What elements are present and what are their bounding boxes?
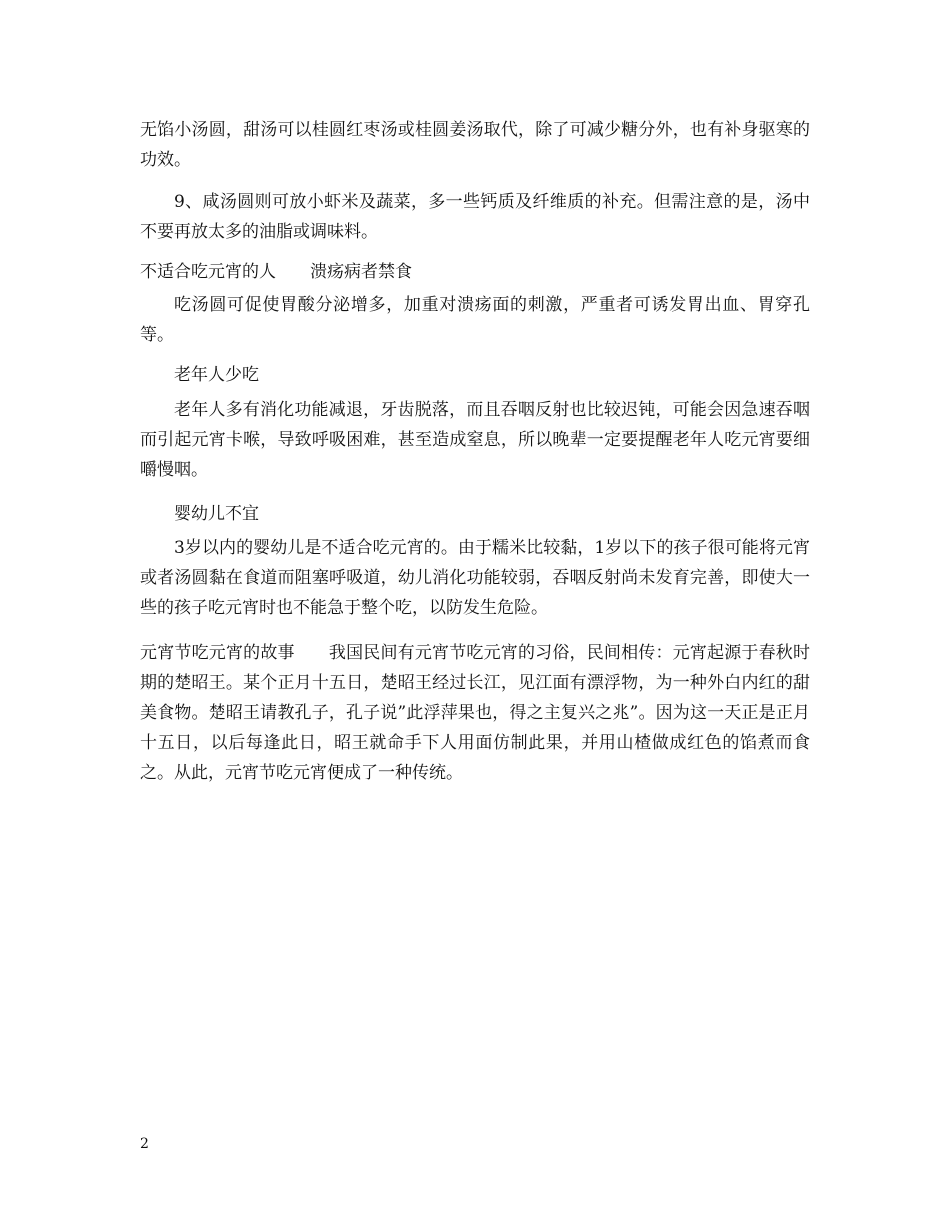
paragraph-item-9: 9、咸汤圆则可放小虾米及蔬菜，多一些钙质及纤维质的补充。但需注意的是，汤中不要再放太多的油脂或调味料。 <box>140 192 810 242</box>
paragraph-ulcer: 吃汤圆可促使胃酸分泌增多，加重对溃疡面的刺激，严重者可诱发胃出血、胃穿孔等。 <box>140 295 810 345</box>
paragraph-infants: 3岁以内的婴幼儿是不适合吃元宵的。由于糯米比较黏，1岁以下的孩子很可能将元宵或者汤圆黏在食道而阻塞呼吸道，幼儿消化功能较弱，吞咽反射尚未发育完善，即使大一些的孩子吃元宵时也不能急于整个吃，以防发生危险。 <box>140 538 810 618</box>
paragraph-elderly: 老年人多有消化功能减退，牙齿脱落，而且吞咽反射也比较迟钝，可能会因急速吞咽而引起元宵卡喉，导致呼吸困难，甚至造成窒息，所以晚辈一定要提醒老年人吃元宵要细嚼慢咽。 <box>140 400 810 480</box>
paragraph-intro: 无馅小汤圆，甜汤可以桂圆红枣汤或桂圆姜汤取代，除了可减少糖分外，也有补身驱寒的功效。 <box>140 120 810 170</box>
heading-story-title: 元宵节吃元宵的故事 <box>140 643 295 663</box>
section-heading-unsuitable <box>140 257 810 287</box>
subheading-elderly: 老年人少吃 <box>174 365 259 385</box>
section-story <box>140 638 810 788</box>
subheading-infants: 婴幼儿不宜 <box>174 504 259 524</box>
page-number: 2 <box>140 1136 149 1152</box>
heading-unsuitable-title: 不适合吃元宵的人 <box>140 262 276 282</box>
paragraph-story: 我国民间有元宵节吃元宵的习俗，民间相传：元宵起源于春秋时期的楚昭王。某个正月十五日，楚昭王经过长江，见江面有漂浮物，为一种外白内红的甜美食物。楚昭王请教孔子，孔子说”此浮萍果也，得之主复兴之兆”。因为这一天正是正月十五日，以后每逢此日，昭王就命手下人用面仿制此果，并用山楂做成红色的馅煮而食之。从此，元宵节吃元宵便成了一种传统。 <box>140 643 810 783</box>
heading-ulcer-subtitle: 溃疡病者禁食 <box>310 262 412 282</box>
